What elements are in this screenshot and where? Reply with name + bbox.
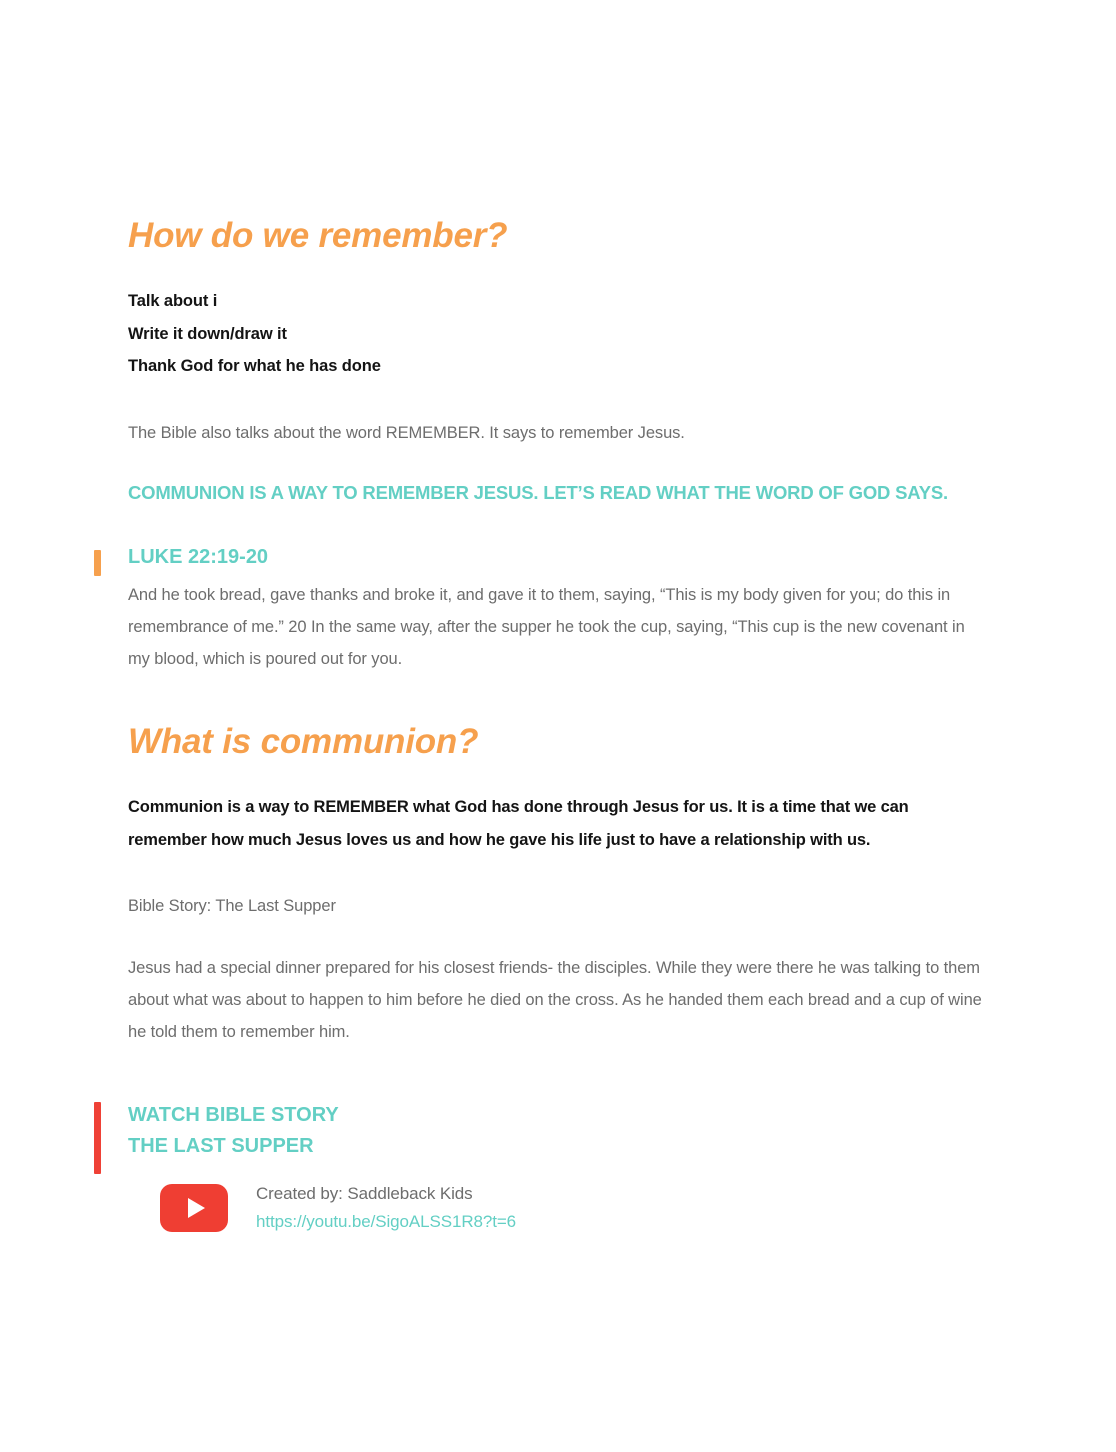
scripture-block-luke: [128, 546, 988, 676]
scripture-text: And he took bread, gave thanks and broke it, and gave it to them, saying, “This is my body given for you; do this in remembrance of me.” 20 In the same way, after the supper he took the cup, saying, “This cup is the new covenant in my blood, which is poured out for you.: [128, 585, 965, 669]
accent-bar-orange: [94, 550, 101, 576]
watch-title-line-1: WATCH BIBLE STORY: [128, 1104, 339, 1127]
video-credit: Created by: Saddleback Kids: [256, 1184, 473, 1204]
bible-story-text: Jesus had a special dinner prepared for his closest friends- the disciples. While they were there he was talking to them about what was about to happen to him before he died on the cross. As he handed them each bread and a cup of wine he told them to remember him.: [128, 958, 982, 1042]
scripture-reference: LUKE 22:19-20: [128, 545, 269, 568]
list-item: Thank God for what he has done: [128, 357, 381, 376]
list-item: Write it down/draw it: [128, 324, 287, 343]
watch-bible-story-block: [128, 1100, 988, 1234]
video-meta: [256, 1180, 516, 1234]
play-triangle-icon: [188, 1198, 205, 1218]
section-heading-what-is-communion: What is communion?: [128, 722, 479, 762]
bible-remember-intro: The Bible also talks about the word REMEMBER. It says to remember Jesus.: [128, 423, 685, 442]
video-link[interactable]: https://youtu.be/SigoALSS1R8?t=6: [256, 1211, 517, 1231]
bible-story-label: Bible Story: The Last Supper: [128, 896, 336, 915]
video-row: [128, 1180, 988, 1234]
remember-methods-list: [128, 285, 988, 383]
list-item: Talk about i: [128, 292, 218, 310]
section-heading-how-do-we-remember: How do we remember?: [128, 216, 508, 255]
youtube-play-icon[interactable]: [160, 1184, 228, 1232]
watch-title-line-2: THE LAST SUPPER: [128, 1135, 314, 1158]
accent-bar-red: [94, 1102, 101, 1174]
communion-callout: COMMUNION IS A WAY TO REMEMBER JESUS. LET’S READ WHAT THE WORD OF GOD SAYS.: [128, 482, 948, 504]
section-heading-wrapper: [128, 721, 988, 763]
communion-definition: Communion is a way to REMEMBER what God has done through Jesus for us. It is a time that we can remember how much Jesus loves us and how he gave his life just to have a relationship with us.: [128, 798, 909, 849]
